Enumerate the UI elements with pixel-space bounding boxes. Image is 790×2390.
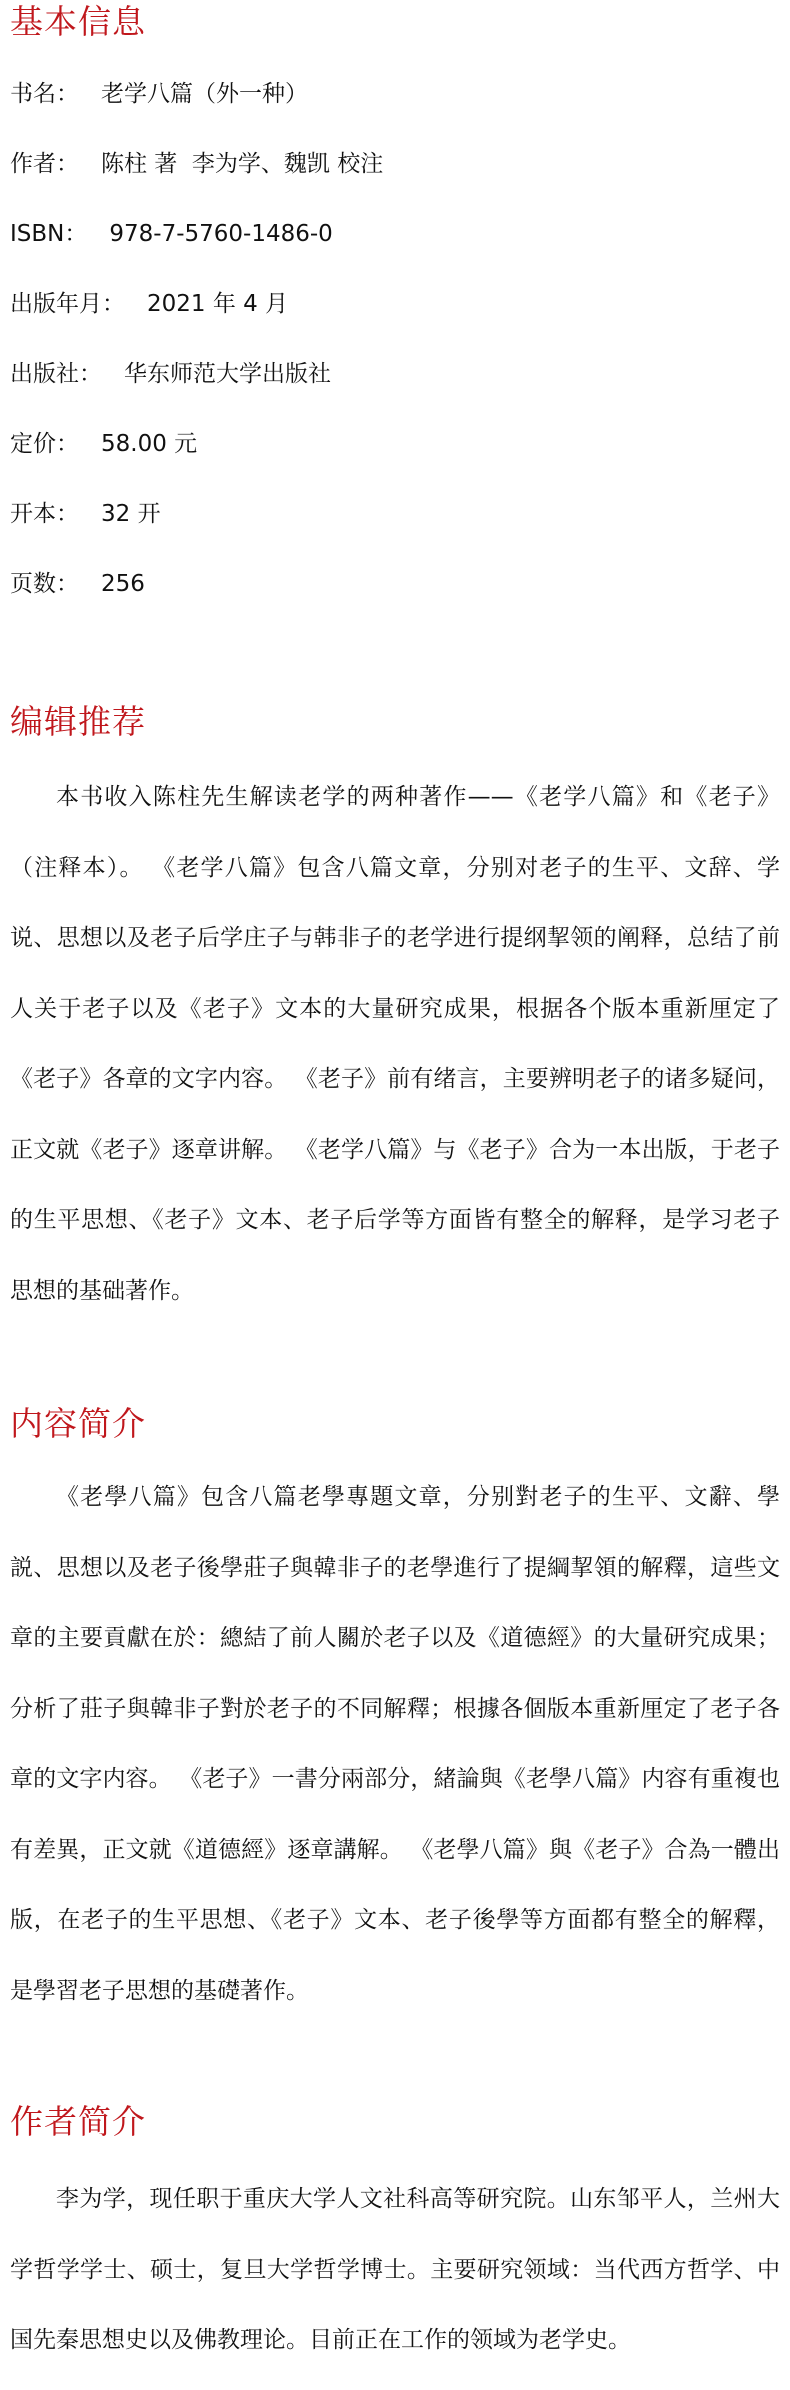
info-row-publisher bbox=[10, 354, 383, 424]
publisher-value: 华东师范大学出版社 bbox=[124, 361, 331, 387]
author-intro-text: 李为学，现任职于重庆大学人文社科高等研究院。山东邹平人，兰州大学哲学学士、硕士，复旦大学哲学博士。主要研究领域：当代西方哲学、中国先秦思想史以及佛教理论。目前正在工作的领域为老学史。 bbox=[10, 2186, 780, 2353]
editor-recommendation-text: 本书收入陈柱先生解读老学的两种著作——《老学八篇》和《老子》（注释本）。 《老学八篇》包含八篇文章，分别对老子的生平、文辞、学说、思想以及老子后学庄子与韩非子的老学进行提纲挈领的阐释，总结了前人关于老子以及《老子》文本的大量研究成果，根据各个版本重新厘定了《老子》各章的文字内容。 《老子》前有绪言，主要辨明老子的诸多疑问，正文就《老子》逐章讲解。 《老学八篇》与《老子》合为一本出版，于老子的生平思想、《老子》文本、老子后学等方面皆有整全的解释，是学习老子思想的基础著作。 bbox=[10, 784, 780, 1304]
info-row-price bbox=[10, 424, 383, 494]
info-label: 作者： bbox=[10, 151, 79, 177]
isbn-value: 978-7-5760-1486-0 bbox=[109, 221, 333, 247]
info-row-isbn bbox=[10, 214, 383, 284]
publish-date-value: 2021 年 4 月 bbox=[147, 291, 289, 317]
info-row-pages bbox=[10, 564, 383, 634]
basic-info-list bbox=[10, 74, 383, 634]
price-value: 58.00 元 bbox=[101, 431, 198, 457]
info-label: ISBN： bbox=[10, 221, 88, 247]
info-label: 出版年月： bbox=[10, 291, 125, 317]
pages-value: 256 bbox=[101, 571, 145, 597]
basic-info-heading: 基本信息 bbox=[10, 2, 146, 41]
info-row-author bbox=[10, 144, 383, 214]
editor-recommendation-heading: 编辑推荐 bbox=[10, 702, 146, 741]
format-value: 32 开 bbox=[101, 501, 161, 527]
book-title-value: 老学八篇（外一种） bbox=[101, 81, 308, 107]
content-intro-heading: 内容简介 bbox=[10, 1404, 146, 1443]
info-label: 定价： bbox=[10, 431, 79, 457]
info-label: 页数： bbox=[10, 571, 79, 597]
author-value: 陈柱 著 李为学、魏凯 校注 bbox=[101, 151, 384, 177]
info-row-format bbox=[10, 494, 383, 564]
content-intro-text: 《老學八篇》包含八篇老學專題文章，分别對老子的生平、文辭、學説、思想以及老子後學莊子與韓非子的老學進行了提綱挈領的解釋，這些文章的主要貢獻在於：總結了前人關於老子以及《道德經》的大量研究成果；分析了莊子與韓非子對於老子的不同解釋；根據各個版本重新厘定了老子各章的文字内容。 《老子》一書分兩部分，緒論與《老學八篇》内容有重複也有差異，正文就《道德經》逐章講解。 《老學八篇》與《老子》合為一體出版，在老子的生平思想、《老子》文本、老子後學等方面都有整全的解釋，是學習老子思想的基礎著作。 bbox=[10, 1484, 780, 2004]
info-label: 出版社： bbox=[10, 361, 102, 387]
info-row-title bbox=[10, 74, 383, 144]
author-intro-heading: 作者简介 bbox=[10, 2102, 146, 2141]
info-row-publish-date bbox=[10, 284, 383, 354]
info-label: 书名： bbox=[10, 81, 79, 107]
info-label: 开本： bbox=[10, 501, 79, 527]
